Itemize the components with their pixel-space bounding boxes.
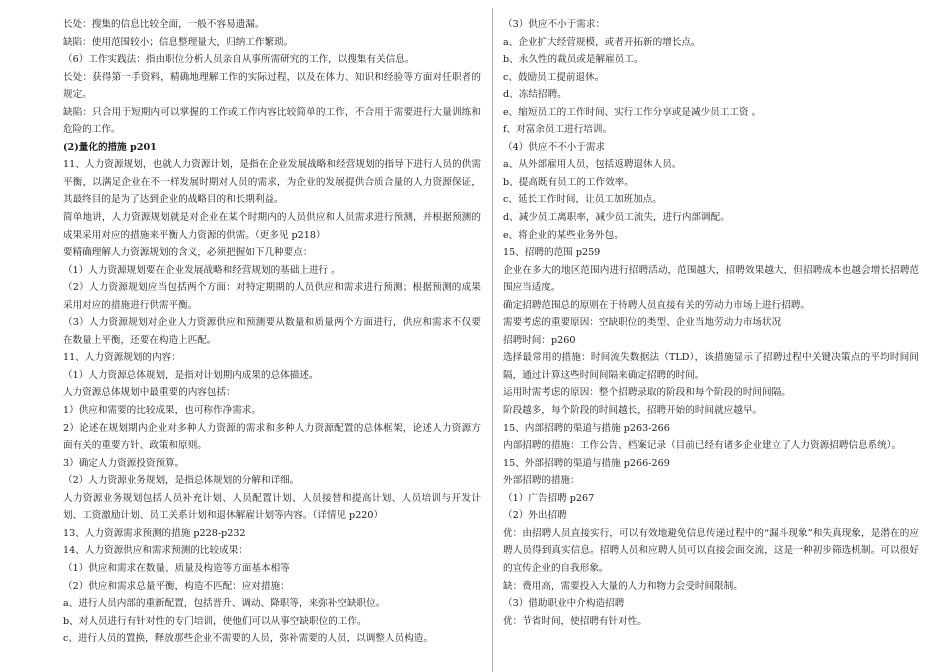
right-column	[503, 16, 919, 630]
text-line: 15、招聘的范围 p259	[503, 247, 601, 259]
text-line: b、对人员进行有针对性的专门培训，使他们可以从事空缺职位的工作。	[63, 615, 367, 627]
text-line: c、鼓励员工提前退休。	[503, 71, 605, 83]
text-line: （2）外出招聘	[503, 510, 567, 522]
text-line: （1）供应和需求在数量、质量及构造等方面基本相等	[63, 562, 290, 574]
text-line: 13、人力资源需求预测的措施 p228-p232	[63, 527, 246, 539]
text-line: 长处：获得第一手资料，精确地理解工作的实际过程，以及在体力、知识和经验等方面对任职者的规定。	[63, 71, 481, 101]
text-line: c、延长工作时间，让员工加班加点。	[503, 194, 662, 206]
text-line: （1）人力资源规划要在企业发展战略和经营规划的基础上进行 。	[63, 264, 341, 276]
text-line: e、将企业的某些业务外包。	[503, 229, 624, 241]
text-line: b、提高既有员工的工作效率。	[503, 176, 634, 188]
text-line: b、永久性的裁员或是解雇员工。	[503, 54, 644, 66]
text-line: 要精确理解人力资源规划的含义，必须把握如下几种要点：	[63, 247, 313, 259]
column-divider	[492, 8, 493, 672]
text-line: （1）广告招聘 p267	[503, 492, 595, 504]
text-line: 1）供应和需要的比较成果，也可称作净需求。	[63, 405, 261, 417]
text-line: 阶段越多，每个阶段的时间越长，招聘开始的时间就应越早。	[503, 405, 763, 417]
text-line: 11、人力资源规划的内容：	[63, 352, 181, 364]
text-line: 选择最常用的措施：时间流失数据法（TLD），该措施显示了招聘过程中关键决策点的平均时间间隔，通过计算这些时间间隔来确定招聘的时间。	[503, 352, 919, 381]
text-line: （2）人力资源业务规划，是指总体规划的分解和详细。	[63, 475, 300, 487]
text-line: e、缩短员工的工作时间、实行工作分享或是减少员工工资 。	[503, 106, 762, 118]
text-line: （3）人力资源规划对企业人力资源供应和预测要从数量和质量两个方面进行，供应和需求不仅要在数量上平衡，还要在构造上匹配。	[63, 317, 481, 346]
text-line: a、进行人员内部的重新配置，包括晋升、调动、降职等，来弥补空缺职位。	[63, 598, 386, 610]
text-line: （3）借助职业中介构造招聘	[503, 598, 625, 610]
text-line: （4）供应不不小于需求	[503, 141, 606, 153]
text-line: 2）论述在规划期内企业对多种人力资源的需求和多种人力资源配置的总体框架，论述人力资源方面有关的重要方针、政策和原则。	[63, 422, 481, 452]
text-line: f、对富余员工进行培训。	[503, 124, 613, 136]
text-line: 15、内部招聘的渠道与措施 p263-266	[503, 422, 670, 434]
left-column	[63, 16, 481, 648]
text-line: 企业在多大的地区范围内进行招聘活动，范围越大，招聘效果越大，但招聘成本也越会增长招聘范围应当适度。	[503, 264, 919, 294]
text-line: 3）确定人力资源投资预算。	[63, 457, 185, 469]
text-line: c、进行人员的置换，释放那些企业不需要的人员，弥补需要的人员，以调整人员构造。	[63, 633, 433, 645]
text-line: 缺：费用高，需要投入大量的人力和物力会受时间限制。	[503, 580, 743, 592]
text-line: 人力资源总体规划中最重要的内容包括：	[63, 387, 236, 399]
text-line: （2）人力资源规划应当包括两个方面：对特定期期的人员供应和需求进行预测；根据预测的成果采用对应的措施进行供需平衡。	[63, 282, 481, 311]
text-line: （1）人力资源总体规划，是指对计划期内成果的总体描述。	[63, 369, 319, 381]
text-line: 优：由招聘人员直接实行，可以有效地避免信息传递过程中的“漏斗现象”和失真现象，是潜在的应聘人员得到真实信息。招聘人员和应聘人员可以直接会面交流，这是一种初步筛选机制。可以很好的宣传企业的自我形象。	[503, 527, 919, 574]
text-line: 外部招聘的措施：	[503, 475, 580, 487]
text-line: 11、人力资源规划，也就人力资源计划，是指在企业发展战略和经营规划的指导下进行人员的供需平衡，以满足企业在不一样发展时期对人员的需求，为企业的发展提供合质合量的人力资源保证，其最终目的是为了达到企业的战略目的和长期利益。	[63, 159, 481, 206]
text-line: 需要考虑的重要原因：空缺职位的类型、企业当地劳动力市场状况	[503, 317, 782, 329]
text-line: 人力资源业务规划包括人员补充计划、人员配置计划、人员接替和提高计划、人员培训与开发计划、工资激励计划、员工关系计划和退休解雇计划等内容。（详情见 p220）	[63, 492, 481, 522]
text-line: （3）供应不小于需求：	[503, 19, 606, 30]
text-line: 运用时需考虑的原因：整个招聘录取的阶段和每个阶段的时间间隔。	[503, 387, 791, 399]
text-line: 确定招聘范围总的原则在于待聘人员直接有关的劳动力市场上进行招聘。	[503, 299, 810, 311]
text-line: 15、外部招聘的渠道与措施 p266-269	[503, 457, 670, 469]
text-line: 简单地讲，人力资源规划就是对企业在某个时期内的人员供应和人员需求进行预测，并根据预测的成果采用对应的措施来平衡人力资源的供需。（更多见 p218）	[63, 212, 481, 241]
text-line: 缺陷：使用范围较小；信息整理量大，归纳工作繁琐。	[63, 36, 294, 48]
text-line: （6）工作实践法：指由职位分析人员亲自从事所需研究的工作，以搜集有关信息。	[63, 54, 415, 66]
text-line: 长处：搜集的信息比较全面，一般不容易遗漏。	[63, 19, 265, 30]
text-line: a、从外部雇用人员，包括返聘退休人员。	[503, 159, 682, 171]
text-line: d、冻结招聘。	[503, 89, 567, 101]
text-line: （2）供应和需求总量平衡，构造不匹配：应对措施：	[63, 580, 290, 592]
text-line: 优：节省时间，使招聘有针对性。	[503, 615, 647, 627]
text-line: 缺陷：只合用于短期内可以掌握的工作或工作内容比较简单的工作，不合用于需要进行大量训练和危险的工作。	[63, 106, 481, 136]
text-line: 内部招聘的措施：工作公告、档案记录（目前已经有诸多企业建立了人力资源招聘信息系统）。	[503, 440, 902, 452]
text-line: d、减少员工离职率，减少员工流失，进行内部调配。	[503, 212, 730, 224]
text-line: 14、人力资源供应和需求预测的比较成果：	[63, 545, 248, 557]
text-line: a、企业扩大经营规模，或者开拓新的增长点。	[503, 36, 701, 48]
text-line: (2)量化的措施 p201	[63, 141, 157, 153]
text-line: 招聘时间：p260	[503, 334, 576, 346]
